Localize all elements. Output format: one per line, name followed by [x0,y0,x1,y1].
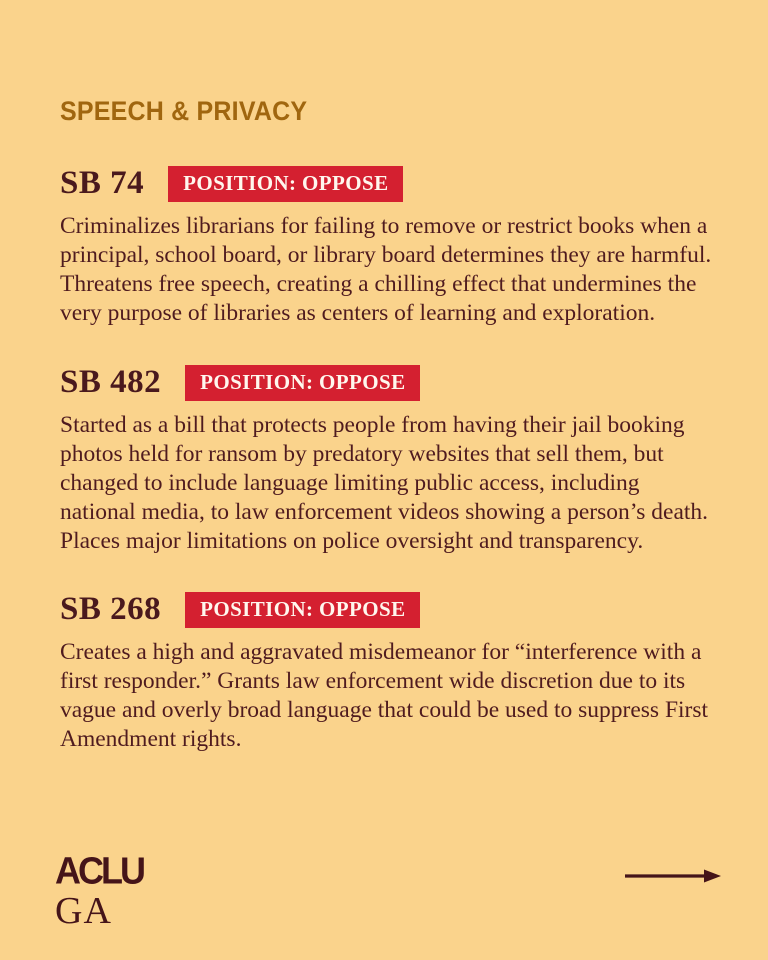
page-title: SPEECH & PRIVACY [60,96,308,127]
aclu-ga-logo [55,849,143,932]
next-arrow-icon[interactable] [625,868,721,889]
bill-heading-row [60,364,720,401]
position-badge: POSITION: OPPOSE [168,166,403,202]
bill-section-sb482 [60,364,720,556]
bill-section-sb268 [60,591,720,754]
position-badge: POSITION: OPPOSE [185,592,420,628]
bill-description: Criminalizes librarians for failing to remove or restrict books when a principal, school board, or library board determines they are harmful. Threatens free speech, creating a chilling effect that undermines the very purpose of libraries as centers of learning and exploration. [60,213,712,326]
logo-aclu-text: ACLU [55,849,143,893]
flyer-footer [0,850,768,930]
bill-number: SB 482 [60,364,162,400]
position-badge: POSITION: OPPOSE [185,365,420,401]
bill-heading-row [60,591,720,628]
bill-heading-row [60,165,720,202]
bill-section-sb74 [60,165,720,328]
bill-number: SB 74 [60,165,145,201]
bill-description: Started as a bill that protects people from having their jail booking photos held for ransom by predatory websites that sell them, but changed to include language limiting public access, including national media, to law enforcement videos showing a person’s death. Places major limitations on police oversight and transparency. [60,412,709,554]
logo-ga-text: GA [55,890,112,932]
bill-number: SB 268 [60,591,162,627]
bill-description: Creates a high and aggravated misdemeanor for “interference with a first responder.” Grants law enforcement wide discretion due to its vague and overly broad language that could be used to suppress First Amendment rights. [60,639,709,752]
